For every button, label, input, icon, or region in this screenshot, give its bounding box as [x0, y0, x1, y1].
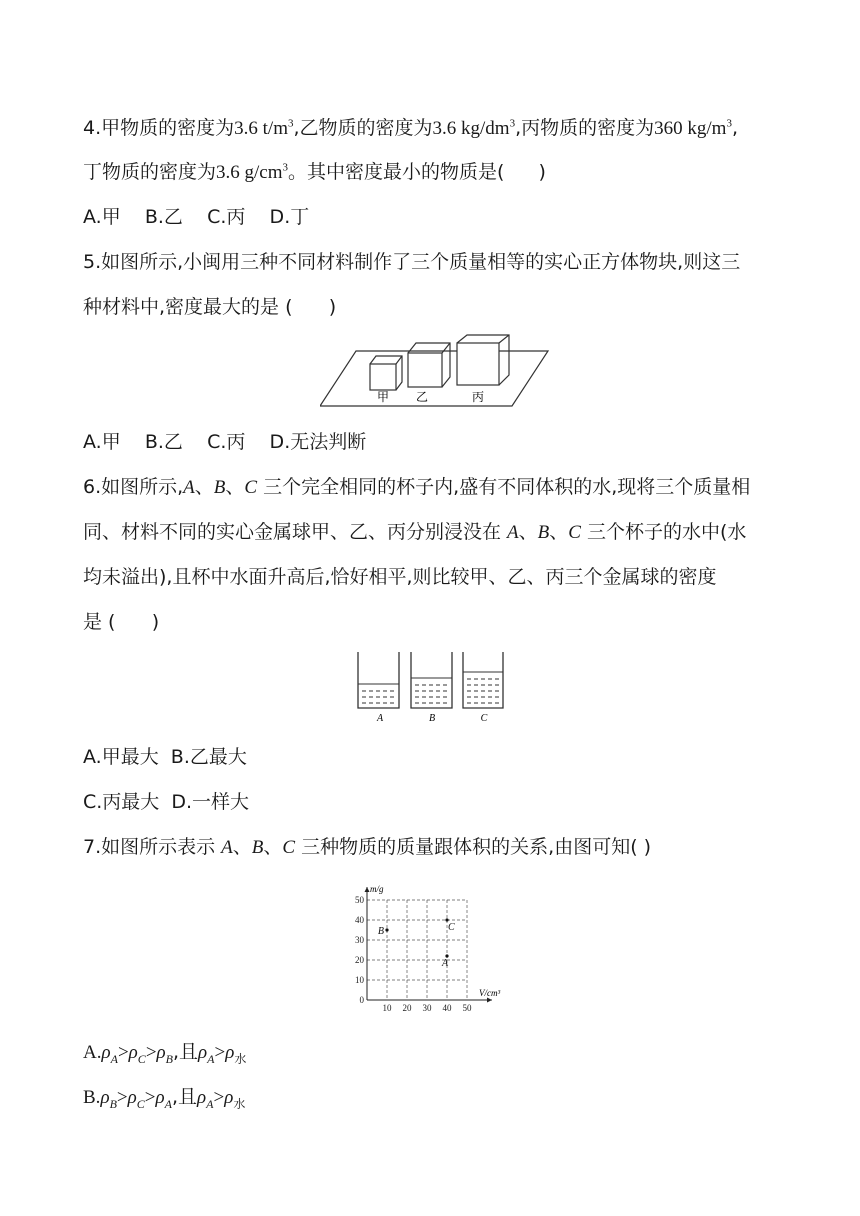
cup-c-ref: C: [244, 477, 258, 498]
cube-bing: [457, 335, 509, 385]
chart-axes: [365, 887, 493, 1003]
substance-a-ref: A: [221, 837, 233, 858]
rho-symbol: ρ: [101, 1042, 111, 1063]
rho-subscript: C: [137, 1051, 146, 1066]
cup-label-c: C: [480, 713, 488, 724]
superscript: 3: [287, 117, 294, 130]
q4-text: ,丙物质的密度为: [515, 117, 655, 139]
rho-symbol: ρ: [155, 1087, 165, 1108]
substance-c-ref: C: [282, 837, 296, 858]
rho-symbol: ρ: [197, 1087, 207, 1108]
q4-text: ): [538, 161, 546, 183]
x-axis-arrow: [487, 998, 492, 1003]
cube-label-bing: 丙: [472, 390, 485, 404]
cube-label-yi: 乙: [416, 390, 429, 404]
q6-options-cd: C.丙最大 D.一样大: [83, 791, 250, 813]
separator: 、: [194, 476, 214, 498]
option-letter: A.: [83, 1042, 102, 1063]
mass-volume-chart: [350, 880, 520, 1015]
q5-options: A.甲 B.乙 C.丙 D.无法判断: [83, 431, 367, 453]
substance-b-ref: B: [251, 837, 264, 858]
q4-text: ,乙物质的密度为: [293, 117, 433, 139]
q7-text: 7.如图所示表示: [83, 836, 222, 858]
gt-sign: >: [117, 1042, 129, 1063]
y-tick-label: 50: [355, 895, 364, 905]
data-point-label-b: B: [377, 926, 384, 937]
data-point-label-c: C: [448, 922, 455, 933]
q6-text: 6.如图所示,: [83, 476, 184, 498]
and-text: ,且: [173, 1041, 199, 1063]
and-text: ,且: [171, 1086, 197, 1108]
y-tick-label: 30: [355, 935, 364, 945]
chart-ticks: [355, 895, 472, 1013]
rho-symbol: ρ: [156, 1042, 166, 1063]
cubes-figure: [320, 334, 550, 408]
q4-text: ,: [731, 117, 738, 139]
q4-options: A.甲 B.乙 C.丙 D.丁: [83, 206, 310, 228]
density-value: 3.6 kg/dm: [432, 118, 510, 139]
cup-b-ref: B: [213, 477, 226, 498]
density-value: 3.6 t/m: [234, 118, 288, 139]
cup-b-ref: B: [537, 522, 550, 543]
data-point-label-a: A: [442, 958, 449, 969]
q6-options-ab: A.甲最大 B.乙最大: [83, 746, 247, 768]
q6-line4: 是 ( ): [83, 611, 160, 633]
q4-text: 4.甲物质的密度为: [83, 117, 235, 139]
cube-yi: [408, 343, 450, 387]
rho-symbol: ρ: [127, 1087, 137, 1108]
q7-option-a: [83, 1040, 246, 1065]
separator: 、: [225, 476, 245, 498]
x-tick-label: 40: [442, 1003, 452, 1013]
rho-subscript: A: [164, 1096, 172, 1111]
superscript: 3: [282, 161, 289, 174]
q7-text: 三种物质的质量跟体积的关系,由图可知( ): [295, 836, 652, 858]
y-tick-label: 40: [355, 915, 364, 925]
rho-subscript-water: 水: [234, 1051, 247, 1066]
separator: 、: [518, 521, 538, 543]
option-letter: B.: [83, 1087, 101, 1108]
data-point-b: [385, 928, 388, 931]
y-tick-label: 0: [359, 995, 364, 1005]
cup-c-ref: C: [568, 522, 581, 543]
cup-a-ref: A: [507, 522, 519, 543]
cup-a-ref: A: [183, 477, 195, 498]
y-axis-arrow: [365, 887, 370, 892]
gt-sign: >: [144, 1087, 156, 1108]
rho-symbol: ρ: [100, 1087, 110, 1108]
chart-points: [378, 918, 455, 969]
x-tick-label: 50: [462, 1003, 472, 1013]
y-axis-label: m/g: [370, 884, 384, 894]
superscript: 3: [509, 117, 516, 130]
q4-text: 丁物质的密度为: [83, 161, 217, 183]
q7-option-b: [83, 1085, 245, 1110]
x-tick-label: 10: [382, 1003, 392, 1013]
rho-subscript: B: [165, 1051, 173, 1066]
cup-label-b: B: [428, 713, 436, 724]
y-tick-label: 10: [355, 975, 364, 985]
gt-sign: >: [214, 1042, 226, 1063]
cup-a: [358, 652, 399, 708]
q4-line2: [83, 160, 546, 185]
cup-label-a: A: [376, 713, 384, 724]
separator: 、: [232, 836, 252, 858]
x-tick-label: 20: [402, 1003, 412, 1013]
x-tick-label: 30: [422, 1003, 432, 1013]
q4-text: 。其中密度最小的物质是(: [288, 161, 505, 183]
q4-line1: [83, 116, 738, 141]
density-value: 3.6 g/cm: [216, 162, 283, 183]
cup-b: [411, 652, 452, 708]
rho-subscript: A: [206, 1096, 214, 1111]
superscript: 3: [726, 117, 732, 130]
density-value: 360 kg/m: [654, 118, 727, 139]
rho-symbol: ρ: [198, 1042, 208, 1063]
gt-sign: >: [116, 1087, 128, 1108]
separator: 、: [549, 521, 569, 543]
q6-line2: [83, 520, 746, 545]
cube-label-jia: 甲: [377, 390, 390, 404]
gt-sign: >: [145, 1042, 157, 1063]
q6-line1: [83, 475, 750, 500]
cups-figure: [355, 652, 505, 724]
rho-symbol: ρ: [128, 1042, 138, 1063]
q6-text: 三个完全相同的杯子内,盛有不同体积的水,现将三个质量相: [257, 476, 751, 498]
gt-sign: >: [213, 1087, 225, 1108]
q6-text: 同、材料不同的实心金属球甲、乙、丙分别浸没在: [83, 521, 508, 543]
rho-subscript-water: 水: [233, 1096, 246, 1111]
rho-symbol: ρ: [224, 1087, 234, 1108]
q6-text: 三个杯子的水中(水: [580, 521, 747, 543]
rho-subscript: B: [109, 1096, 117, 1111]
rho-subscript: C: [136, 1096, 145, 1111]
q6-line3: 均未溢出),且杯中水面升高后,恰好相平,则比较甲、乙、丙三个金属球的密度: [83, 566, 717, 588]
x-axis-label: V/cm³: [479, 988, 501, 998]
q7-line1: [83, 835, 651, 860]
cup-c: [463, 652, 503, 708]
q5-line1: 5.如图所示,小闽用三种不同材料制作了三个质量相等的实心正方体物块,则这三: [83, 251, 741, 273]
rho-subscript: A: [110, 1051, 118, 1066]
y-tick-label: 20: [355, 955, 364, 965]
rho-subscript: A: [207, 1051, 215, 1066]
cube-jia: [370, 356, 402, 390]
rho-symbol: ρ: [225, 1042, 235, 1063]
separator: 、: [263, 836, 283, 858]
q5-line2: 种材料中,密度最大的是 ( ): [83, 296, 337, 318]
chart-grid: [367, 900, 467, 1000]
